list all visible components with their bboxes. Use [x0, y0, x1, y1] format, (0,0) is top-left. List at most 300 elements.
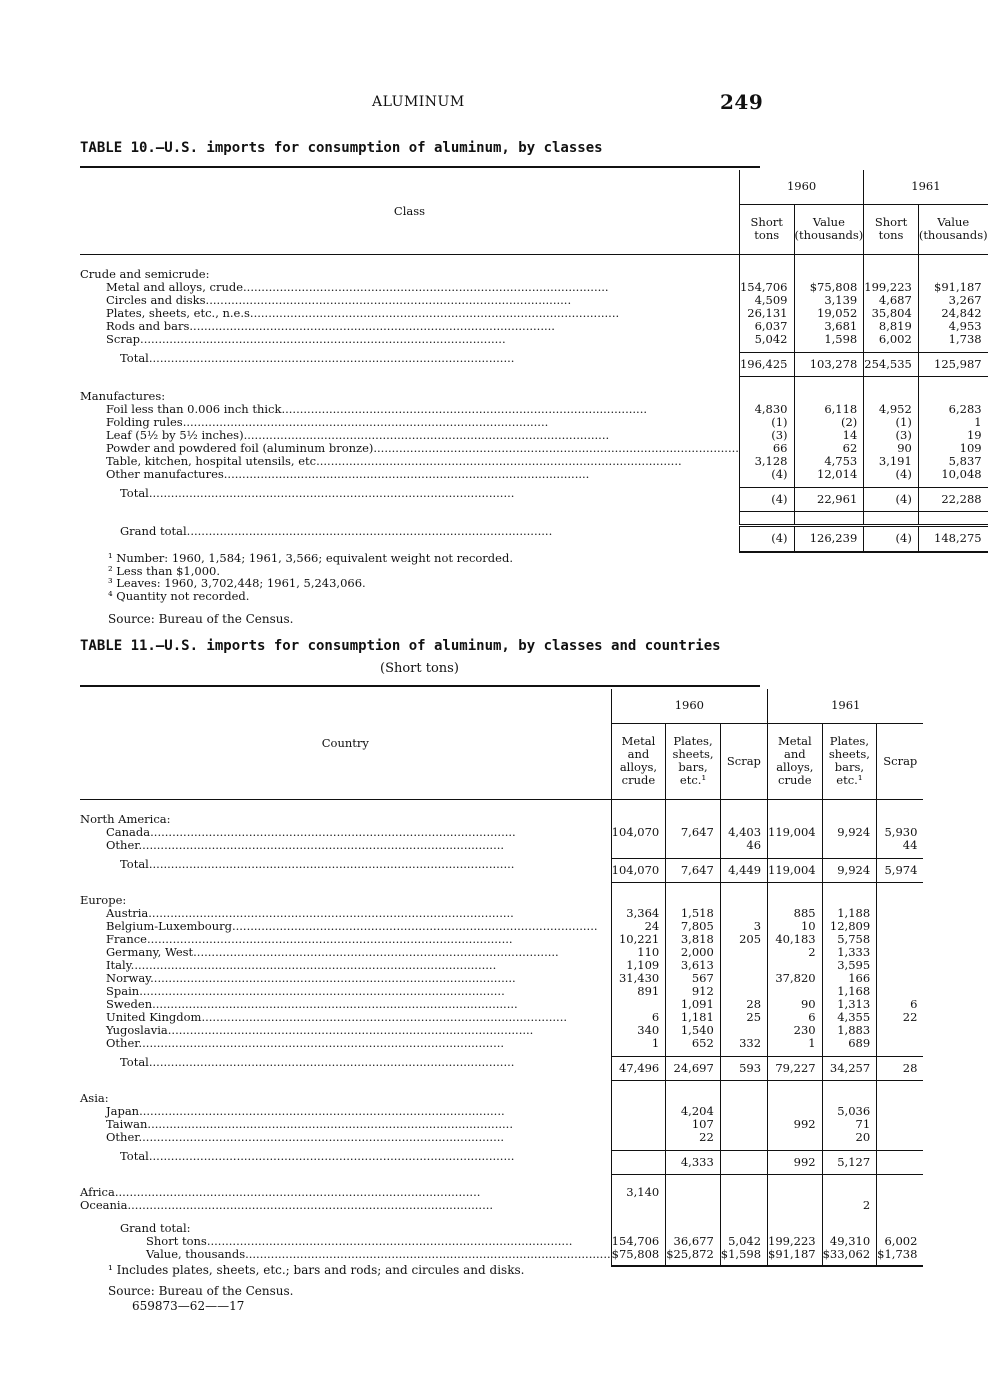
value-cell: 107 — [666, 1118, 721, 1131]
value-cell — [877, 1105, 924, 1118]
value-cell — [720, 959, 767, 972]
value-cell: 12,014 — [794, 468, 864, 481]
leader-dots: .................................................................................................... — [140, 332, 506, 346]
row-label-text: Africa — [80, 1185, 115, 1199]
row-label-text: Value, thousands — [146, 1247, 246, 1261]
subcol-header: Scrap — [720, 723, 767, 799]
value-cell: 6,002 — [877, 1235, 924, 1248]
row-label — [80, 1037, 611, 1050]
value-cell: 5,837 — [918, 455, 987, 468]
value-cell: 8,819 — [864, 320, 919, 333]
leader-dots: .................................................................................................... — [148, 1149, 515, 1163]
value-cell: (3) — [864, 429, 919, 442]
leader-dots: .................................................................................................... — [139, 1104, 505, 1118]
value-cell: 4,333 — [666, 1150, 721, 1174]
value-cell: 109 — [918, 442, 987, 455]
value-cell — [611, 1105, 666, 1118]
value-cell: (1) — [864, 416, 919, 429]
leader-dots: .................................................................................................... — [148, 486, 515, 500]
row-label — [80, 333, 739, 346]
value-cell: 5,930 — [877, 826, 924, 839]
leader-dots: .................................................................................................... — [152, 997, 518, 1011]
value-cell — [822, 839, 877, 852]
value-cell — [877, 1024, 924, 1037]
row-label — [80, 487, 739, 511]
value-cell — [768, 1199, 823, 1212]
value-cell — [768, 1131, 823, 1144]
value-cell: 119,004 — [768, 826, 823, 839]
table10-body — [80, 254, 988, 552]
value-cell: 14 — [794, 429, 864, 442]
value-cell: 79,227 — [768, 1056, 823, 1080]
row-label-text: Other — [106, 838, 139, 852]
leader-dots: .................................................................................................... — [138, 1036, 505, 1050]
row-label — [80, 1199, 611, 1212]
row-label-text: Crude and semicrude: — [80, 267, 210, 281]
row-label — [80, 525, 739, 552]
value-cell — [666, 1199, 721, 1212]
leader-dots: .................................................................................................... — [243, 428, 610, 442]
row-label-text: Manufactures: — [80, 389, 166, 403]
value-cell: 36,677 — [666, 1235, 721, 1248]
value-cell: 10 — [768, 920, 823, 933]
value-cell: 148,275 — [918, 525, 987, 552]
value-cell: 6,283 — [918, 403, 987, 416]
footnote: ² Less than $1,000. — [108, 563, 221, 578]
table11 — [80, 689, 923, 1267]
value-cell: 3,818 — [666, 933, 721, 946]
leader-dots: .................................................................................................... — [186, 524, 553, 538]
value-cell: 125,987 — [918, 352, 987, 376]
value-cell: 71 — [822, 1118, 877, 1131]
value-cell: 110 — [611, 946, 666, 959]
value-cell: 154,706 — [611, 1235, 666, 1248]
value-cell — [720, 1118, 767, 1131]
row-label-text: Circles and disks — [106, 293, 206, 307]
value-cell: 24,842 — [918, 307, 987, 320]
value-cell — [720, 972, 767, 985]
value-cell: 891 — [611, 985, 666, 998]
value-cell: 254,535 — [864, 352, 919, 376]
value-cell: 31,430 — [611, 972, 666, 985]
value-cell: (2) — [794, 416, 864, 429]
value-cell: 3,128 — [739, 455, 794, 468]
leader-dots: .................................................................................................... — [231, 919, 598, 933]
value-cell: 22,288 — [918, 487, 987, 511]
value-cell: 90 — [864, 442, 919, 455]
row-label-text: Scrap — [106, 332, 141, 346]
row-label-text: Total — [120, 1149, 149, 1163]
value-cell: (4) — [864, 487, 919, 511]
value-cell: 4,509 — [739, 294, 794, 307]
value-cell: 1,091 — [666, 998, 721, 1011]
row-label — [80, 352, 739, 376]
spacer-row — [80, 882, 923, 894]
value-cell: 1,598 — [794, 333, 864, 346]
total-row — [80, 1056, 923, 1080]
value-cell: 1,188 — [822, 907, 877, 920]
row-label-text: Yugoslavia — [106, 1023, 168, 1037]
value-cell: 103,278 — [794, 352, 864, 376]
value-cell: 652 — [666, 1037, 721, 1050]
value-cell: 1 — [611, 1037, 666, 1050]
table11-footnotes — [108, 1264, 524, 1277]
value-cell: 6,118 — [794, 403, 864, 416]
table10-title: TABLE 10.—U.S. imports for consumption of aluminum, by classes — [80, 140, 603, 156]
value-cell: 1,540 — [666, 1024, 721, 1037]
spacer-row — [80, 254, 988, 268]
year-header-1960: 1960 — [611, 689, 767, 723]
value-cell: 119,004 — [768, 858, 823, 882]
leader-dots: .................................................................................................... — [150, 971, 516, 985]
short-tons-header: Short tons — [864, 204, 919, 254]
row-label-text: Norway — [106, 971, 151, 985]
table-row — [80, 333, 988, 346]
value-cell: 28 — [720, 998, 767, 1011]
row-label-text: Italy — [106, 958, 131, 972]
value-cell: 126,239 — [794, 525, 864, 552]
value-cell: 66 — [739, 442, 794, 455]
row-label-text: Rods and bars — [106, 319, 190, 333]
value-cell: 3,139 — [794, 294, 864, 307]
col-country-header: Country — [80, 689, 611, 799]
value-cell: 689 — [822, 1037, 877, 1050]
row-label — [80, 858, 611, 882]
value-cell: 4,687 — [864, 294, 919, 307]
value-cell: 205 — [720, 933, 767, 946]
table11-source: Source: Bureau of the Census. — [108, 1284, 294, 1298]
value-cell: 6 — [877, 998, 924, 1011]
value-cell: 22,961 — [794, 487, 864, 511]
value-cell: (4) — [864, 468, 919, 481]
row-label-text: Asia: — [80, 1091, 109, 1105]
value-cell: (4) — [739, 487, 794, 511]
leader-dots: .................................................................................................... — [130, 958, 497, 972]
table10 — [80, 170, 988, 553]
value-cell: 4,753 — [794, 455, 864, 468]
short-tons-header: Short tons — [739, 204, 794, 254]
table11-title: TABLE 11.—U.S. imports for consumption of aluminum, by classes and countries — [80, 638, 721, 654]
value-cell: 1 — [768, 1037, 823, 1050]
value-cell: 4,953 — [918, 320, 987, 333]
value-cell: 230 — [768, 1024, 823, 1037]
subcol-header: Plates, sheets, bars, etc.¹ — [666, 723, 721, 799]
value-cell — [877, 972, 924, 985]
leader-dots: .................................................................................................... — [245, 1247, 611, 1261]
value-cell: 5,042 — [720, 1235, 767, 1248]
value-cell: 1,168 — [822, 985, 877, 998]
value-cell: 47,496 — [611, 1056, 666, 1080]
total-row — [80, 1150, 923, 1174]
value-cell: 49,310 — [822, 1235, 877, 1248]
value-cell: 6,002 — [864, 333, 919, 346]
value-cell: 22 — [666, 1131, 721, 1144]
value-cell: 4,830 — [739, 403, 794, 416]
value-cell: 1,313 — [822, 998, 877, 1011]
value-cell — [877, 907, 924, 920]
value-cell: $91,187 — [768, 1248, 823, 1266]
leader-dots: .................................................................................................... — [189, 319, 555, 333]
row-label-text: Powder and powdered foil (aluminum bronze) — [106, 441, 374, 455]
row-label-text: Belgium-Luxembourg — [106, 919, 232, 933]
value-cell: 5,127 — [822, 1150, 877, 1174]
value-cell: 25 — [720, 1011, 767, 1024]
value-cell: 7,647 — [666, 826, 721, 839]
value-cell — [720, 1131, 767, 1144]
value-cell: (4) — [864, 525, 919, 552]
table-row — [80, 468, 988, 481]
footnote: ¹ Includes plates, sheets, etc.; bars and rods; and circules and disks. — [108, 1263, 525, 1277]
value-cell: (1) — [739, 416, 794, 429]
value-cell: 3 — [720, 920, 767, 933]
leader-dots: .................................................................................................... — [114, 1185, 481, 1199]
leader-dots: .................................................................................................... — [253, 306, 620, 320]
spacer-row — [80, 511, 988, 525]
year-header-1961: 1961 — [864, 170, 988, 204]
value-cell: 90 — [768, 998, 823, 1011]
value-cell: $91,187 — [918, 281, 987, 294]
value-cell — [720, 1186, 767, 1199]
row-label-text: Spain — [106, 984, 140, 998]
print-code: 659873—62——17 — [132, 1299, 245, 1313]
footnote: ⁴ Quantity not recorded. — [108, 588, 250, 603]
value-cell: 10,221 — [611, 933, 666, 946]
row-label-text: Total — [120, 486, 149, 500]
table11-body — [80, 799, 923, 1266]
leader-dots: .................................................................................................... — [148, 906, 514, 920]
table-row — [80, 1037, 923, 1050]
value-cell: 6 — [611, 1011, 666, 1024]
leader-dots: .................................................................................................... — [148, 1055, 515, 1069]
value-cell: $75,808 — [794, 281, 864, 294]
subcol-header: Scrap — [877, 723, 924, 799]
row-label-text: Total — [120, 351, 149, 365]
value-cell — [720, 1105, 767, 1118]
table-row — [80, 839, 923, 852]
value-cell: 5,036 — [822, 1105, 877, 1118]
value-cell: 199,223 — [768, 1235, 823, 1248]
value-cell: 332 — [720, 1037, 767, 1050]
value-cell — [877, 920, 924, 933]
footnote: ¹ Number: 1960, 1,584; 1961, 3,566; equivalent weight not recorded. — [108, 551, 513, 565]
value-cell: 9,924 — [822, 858, 877, 882]
row-label-text: Other manufactures — [106, 467, 224, 481]
value-header: Value (thousands) — [918, 204, 987, 254]
value-cell: 1,333 — [822, 946, 877, 959]
page-number: 249 — [720, 90, 764, 114]
value-cell: 19,052 — [794, 307, 864, 320]
value-cell — [768, 1186, 823, 1199]
value-cell — [720, 946, 767, 959]
value-cell — [877, 1131, 924, 1144]
row-label-text: France — [106, 932, 147, 946]
leader-dots: .................................................................................................... — [138, 838, 505, 852]
table10-top-rule — [80, 166, 760, 168]
total-row — [80, 487, 988, 511]
value-cell: (3) — [739, 429, 794, 442]
value-cell — [768, 839, 823, 852]
row-label — [80, 1150, 611, 1174]
value-cell — [877, 1199, 924, 1212]
value-cell — [611, 1199, 666, 1212]
value-cell: 26,131 — [739, 307, 794, 320]
value-cell: 44 — [877, 839, 924, 852]
row-label — [80, 839, 611, 852]
value-cell — [611, 1150, 666, 1174]
value-cell: 1,518 — [666, 907, 721, 920]
value-cell: 593 — [720, 1056, 767, 1080]
value-cell: 24,697 — [666, 1056, 721, 1080]
value-cell — [611, 1131, 666, 1144]
table11-subtitle: (Short tons) — [380, 661, 459, 676]
value-cell — [720, 1199, 767, 1212]
leader-dots: .................................................................................................... — [205, 293, 572, 307]
spacer-row — [80, 376, 988, 390]
value-cell: 4,952 — [864, 403, 919, 416]
value-cell: 37,820 — [768, 972, 823, 985]
value-cell: 885 — [768, 907, 823, 920]
col-class-header: Class — [80, 170, 739, 254]
leader-dots: .................................................................................................... — [281, 402, 648, 416]
leader-dots: .................................................................................................... — [138, 1130, 505, 1144]
value-cell — [877, 1118, 924, 1131]
value-cell: 6 — [768, 1011, 823, 1024]
value-cell: 2 — [822, 1199, 877, 1212]
row-label-text: Plates, sheets, etc., n.e.s. — [106, 306, 254, 320]
value-cell — [877, 933, 924, 946]
footnote: ³ Leaves: 1960, 3,702,448; 1961, 5,243,066. — [108, 576, 366, 590]
value-cell: 567 — [666, 972, 721, 985]
leader-dots: .................................................................................................... — [150, 825, 516, 839]
value-cell — [666, 839, 721, 852]
row-label-text: Metal and alloys, crude — [106, 280, 244, 294]
row-label-text: Other — [106, 1130, 139, 1144]
value-cell: 22 — [877, 1011, 924, 1024]
value-cell: $25,872 — [666, 1248, 721, 1266]
value-cell — [611, 1118, 666, 1131]
value-cell: 4,403 — [720, 826, 767, 839]
value-cell — [877, 1150, 924, 1174]
value-cell: 3,681 — [794, 320, 864, 333]
value-cell: 992 — [768, 1118, 823, 1131]
leader-dots: .................................................................................................... — [147, 932, 513, 946]
value-cell: $75,808 — [611, 1248, 666, 1266]
value-cell: 154,706 — [739, 281, 794, 294]
value-cell: 6,037 — [739, 320, 794, 333]
row-label-text: North America: — [80, 812, 171, 826]
row-label-text: Europe: — [80, 893, 127, 907]
value-cell: 2 — [768, 946, 823, 959]
value-cell: 12,809 — [822, 920, 877, 933]
table11-top-rule — [80, 685, 760, 687]
leader-dots: .................................................................................................... — [223, 467, 590, 481]
value-cell: 3,595 — [822, 959, 877, 972]
value-cell: $1,598 — [720, 1248, 767, 1266]
value-cell: 1,738 — [918, 333, 987, 346]
row-label-text: Other — [106, 1036, 139, 1050]
leader-dots: .................................................................................................... — [127, 1198, 494, 1212]
value-cell: 1,109 — [611, 959, 666, 972]
value-cell: 3,191 — [864, 455, 919, 468]
leader-dots: .................................................................................................... — [206, 1234, 573, 1248]
row-label-text: United Kingdom — [106, 1010, 202, 1024]
row-label-text: Canada — [106, 825, 151, 839]
value-cell: 7,805 — [666, 920, 721, 933]
value-cell: 9,924 — [822, 826, 877, 839]
row-label-text: Grand total — [120, 524, 187, 538]
leader-dots: .................................................................................................... — [148, 857, 515, 871]
value-cell: 199,223 — [864, 281, 919, 294]
subcol-header: Metal and alloys, crude — [611, 723, 666, 799]
leader-dots: .................................................................................................... — [167, 1023, 534, 1037]
value-cell: 4,449 — [720, 858, 767, 882]
table10-source: Source: Bureau of the Census. — [108, 612, 294, 626]
row-label-text: Short tons — [146, 1234, 207, 1248]
row-label-text: Folding rules — [106, 415, 183, 429]
spacer-row — [80, 1212, 923, 1222]
value-cell: 5,974 — [877, 858, 924, 882]
row-label-text: Total — [120, 1055, 149, 1069]
value-cell: 1,181 — [666, 1011, 721, 1024]
value-cell: 104,070 — [611, 858, 666, 882]
value-cell — [611, 839, 666, 852]
leader-dots: .................................................................................................... — [139, 984, 505, 998]
value-cell — [666, 1186, 721, 1199]
table-row — [80, 1199, 923, 1212]
year-header-1960: 1960 — [739, 170, 863, 204]
value-header: Value (thousands) — [794, 204, 864, 254]
row-label-text: Japan — [106, 1104, 140, 1118]
row-label-text: Foil less than 0.006 inch thick — [106, 402, 282, 416]
row-label-text: Germany, West — [106, 945, 194, 959]
leader-dots: .................................................................................................... — [316, 454, 682, 468]
value-cell: 28 — [877, 1056, 924, 1080]
value-cell: 62 — [794, 442, 864, 455]
value-cell — [877, 1037, 924, 1050]
value-cell: 35,804 — [864, 307, 919, 320]
leader-dots: .................................................................................................... — [148, 351, 515, 365]
value-cell: 1 — [918, 416, 987, 429]
value-cell: 7,647 — [666, 858, 721, 882]
value-cell: $33,062 — [822, 1248, 877, 1266]
grand-total-row — [80, 525, 988, 552]
value-cell — [877, 1186, 924, 1199]
table10-footnotes — [108, 552, 513, 602]
value-cell: 1,883 — [822, 1024, 877, 1037]
value-cell — [877, 946, 924, 959]
value-cell: (4) — [739, 525, 794, 552]
value-cell: 46 — [720, 839, 767, 852]
value-cell: 34,257 — [822, 1056, 877, 1080]
value-cell: 104,070 — [611, 826, 666, 839]
value-cell: 3,364 — [611, 907, 666, 920]
value-cell: 5,758 — [822, 933, 877, 946]
row-label-text: Austria — [106, 906, 149, 920]
table-row — [80, 1131, 923, 1144]
row-label-text: Total — [120, 857, 149, 871]
value-cell: $1,738 — [877, 1248, 924, 1266]
value-cell: 3,267 — [918, 294, 987, 307]
leader-dots: .................................................................................................... — [182, 415, 549, 429]
leader-dots: .................................................................................................... — [201, 1010, 568, 1024]
value-cell: 992 — [768, 1150, 823, 1174]
leader-dots: .................................................................................................... — [147, 1117, 513, 1131]
subcol-header: Plates, sheets, bars, etc.¹ — [822, 723, 877, 799]
leader-dots: .................................................................................................... — [193, 945, 559, 959]
value-cell: 3,140 — [611, 1186, 666, 1199]
subcol-header: Metal and alloys, crude — [768, 723, 823, 799]
value-cell: (4) — [739, 468, 794, 481]
